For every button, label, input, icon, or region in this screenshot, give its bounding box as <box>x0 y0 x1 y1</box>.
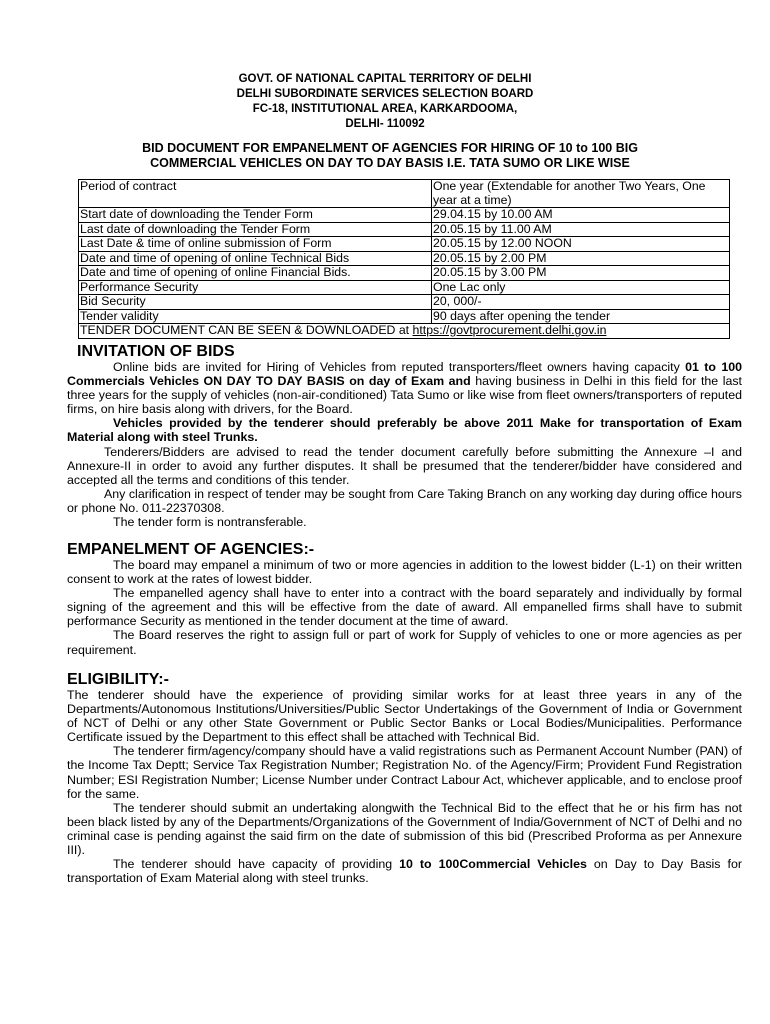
eligibility-p4-text-a: The tenderer should have capacity of providing <box>113 857 400 872</box>
table-row <box>79 309 730 324</box>
table-row <box>79 222 730 237</box>
row-label: Performance Security <box>79 280 432 295</box>
row-value: One year (Extendable for another Two Years, One year at a time) <box>432 180 730 208</box>
row-value: 20.05.15 by 12.00 NOON <box>432 237 730 252</box>
row-value: 29.04.15 by 10.00 AM <box>432 208 730 223</box>
empanelment-paragraph-2: The empanelled agency shall have to enter into a contract with the board separately and individually by formal signing of the agreement and this will be effective from the date of award. All empanelled firms shall have to submit performance Security as mentioned in the tender document at the time of award. <box>67 586 742 629</box>
title-line-1: BID DOCUMENT FOR EMPANELMENT OF AGENCIES FOR HIRING OF 10 to 100 BIG <box>142 141 638 155</box>
row-label: Tender validity <box>79 309 432 324</box>
eligibility-p4-bold: 10 to 100Commercial Vehicles <box>399 857 587 872</box>
header-line-2: DELHI SUBORDINATE SERVICES SELECTION BOARD <box>236 88 534 100</box>
document-title <box>60 141 720 171</box>
invitation-paragraph-2 <box>67 416 742 444</box>
table-row <box>79 180 730 208</box>
eligibility-paragraph-1: The tenderer should have the experience of providing similar works for at least three years in any of the Departments/Autonomous Institutions/Universities/Public Sector Undertakings of the Government of India or Government of NCT of Delhi or any other State Government or Public Sector Banks or Local Bodies/Municipalities. Performance Certificate issued by the Department to this effect shall be attached with Technical Bid. <box>67 688 742 745</box>
table-row <box>79 295 730 310</box>
invitation-paragraph-3: Tenderers/Bidders are advised to read the tender document carefully before submitting the Annexure –I and Annexure-II in order to avoid any further disputes. It shall be presumed that the tenderer/bidder have considered and accepted all the terms and conditions of this tender. <box>67 444 742 487</box>
row-value: One Lac only <box>432 280 730 295</box>
eligibility-paragraph-2: The tenderer firm/agency/company should have a valid registrations such as Permanent Account Number (PAN) of the Income Tax Deptt; Service Tax Registration Number; Registration No. of the Agency/Firm; Provident Fund Registration Number; ESI Registration Number; License Number under Contract Labour Act, whichever applicable, and to enclose proof for the same. <box>67 744 742 801</box>
row-label: Last Date & time of online submission of Form <box>79 237 432 252</box>
row-label: Date and time of opening of online Financial Bids. <box>79 266 432 281</box>
table-footer-row <box>79 324 730 339</box>
empanelment-paragraph-3: The Board reserves the right to assign full or part of work for Supply of vehicles to one or more agencies as per requirement. <box>67 628 742 657</box>
empanelment-heading: EMPANELMENT OF AGENCIES:- <box>67 541 315 558</box>
row-label: Period of contract <box>79 180 432 208</box>
empanelment-paragraph-1: The board may empanel a minimum of two or more agencies in addition to the lowest bidder (L-1) on their written consent to work at the rates of lowest bidder. <box>67 558 742 587</box>
row-value: 20, 000/- <box>432 295 730 310</box>
table-row <box>79 237 730 252</box>
row-label: Bid Security <box>79 295 432 310</box>
invitation-p1-text-a: Online bids are invited for Hiring of Vehicles from reputed transporters/fleet owners having capacity <box>113 360 686 374</box>
row-label: Last date of downloading the Tender Form <box>79 222 432 237</box>
eligibility-paragraph-3: The tenderer should submit an undertaking alongwith the Technical Bid to the effect that he or his firm has not been black listed by any of the Departments/Organizations of the Government of India/Government of NCT of Delhi and no criminal case is pending against the said firm on the date of submission of this bid (Prescribed Proforma as per Annexure III). <box>67 800 742 858</box>
download-notice-text: TENDER DOCUMENT CAN BE SEEN & DOWNLOADED at <box>80 323 413 337</box>
row-label: Start date of downloading the Tender Form <box>79 208 432 223</box>
row-value: 90 days after opening the tender <box>432 309 730 324</box>
invitation-paragraph-1 <box>67 360 742 416</box>
download-link[interactable]: https://govtprocurement.delhi.gov.in <box>412 323 607 337</box>
table-row <box>79 251 730 266</box>
empanelment-section <box>67 558 742 657</box>
tender-info-table <box>78 179 730 339</box>
document-header <box>0 72 770 132</box>
row-value: 20.05.15 by 3.00 PM <box>432 266 730 281</box>
table-row <box>79 280 730 295</box>
title-line-2: COMMERCIAL VEHICLES ON DAY TO DAY BASIS I.E. TATA SUMO OR LIKE WISE <box>150 156 630 170</box>
table-row <box>79 208 730 223</box>
download-notice <box>79 324 730 339</box>
invitation-paragraph-4: Any clarification in respect of tender may be sought from Care Taking Branch on any working day during office hours or phone No. 011-22370308. <box>67 486 742 515</box>
table-row <box>79 266 730 281</box>
invitation-heading: INVITATION OF BIDS <box>77 343 235 360</box>
row-value: 20.05.15 by 11.00 AM <box>432 222 730 237</box>
header-line-1: GOVT. OF NATIONAL CAPITAL TERRITORY OF DELHI <box>238 73 532 85</box>
eligibility-heading: ELIGIBILITY:- <box>67 671 169 688</box>
invitation-p2-bold: Vehicles provided by the tenderer should preferably be above 2011 Make for transportation of Exam Material along with steel Trunks. <box>67 416 742 445</box>
invitation-p1-text-c: having business in Delhi in this field for the last three years for the supply of vehicles (non-air-conditioned) Tata Sumo or like wise from fleet owners/transporters of reputed firms, on hire basis along with drivers, for the Board. <box>67 374 742 417</box>
invitation-paragraph-5: The tender form is nontransferable. <box>113 515 307 530</box>
eligibility-paragraph-4 <box>67 857 742 885</box>
eligibility-p4-text-c: on Day to Day Basis for transportation of Exam Material along with steel trunks. <box>67 857 742 886</box>
invitation-p1-bold: 01 to 100 Commercials Vehicles ON DAY TO DAY BASIS on day of Exam and <box>67 360 742 389</box>
row-label: Date and time of opening of online Technical Bids <box>79 251 432 266</box>
invitation-section <box>67 360 742 529</box>
header-line-3: FC-18, INSTITUTIONAL AREA, KARKARDOOMA, <box>252 103 518 115</box>
eligibility-section <box>67 688 742 885</box>
row-value: 20.05.15 by 2.00 PM <box>432 251 730 266</box>
header-line-4: DELHI- 110092 <box>345 118 425 130</box>
